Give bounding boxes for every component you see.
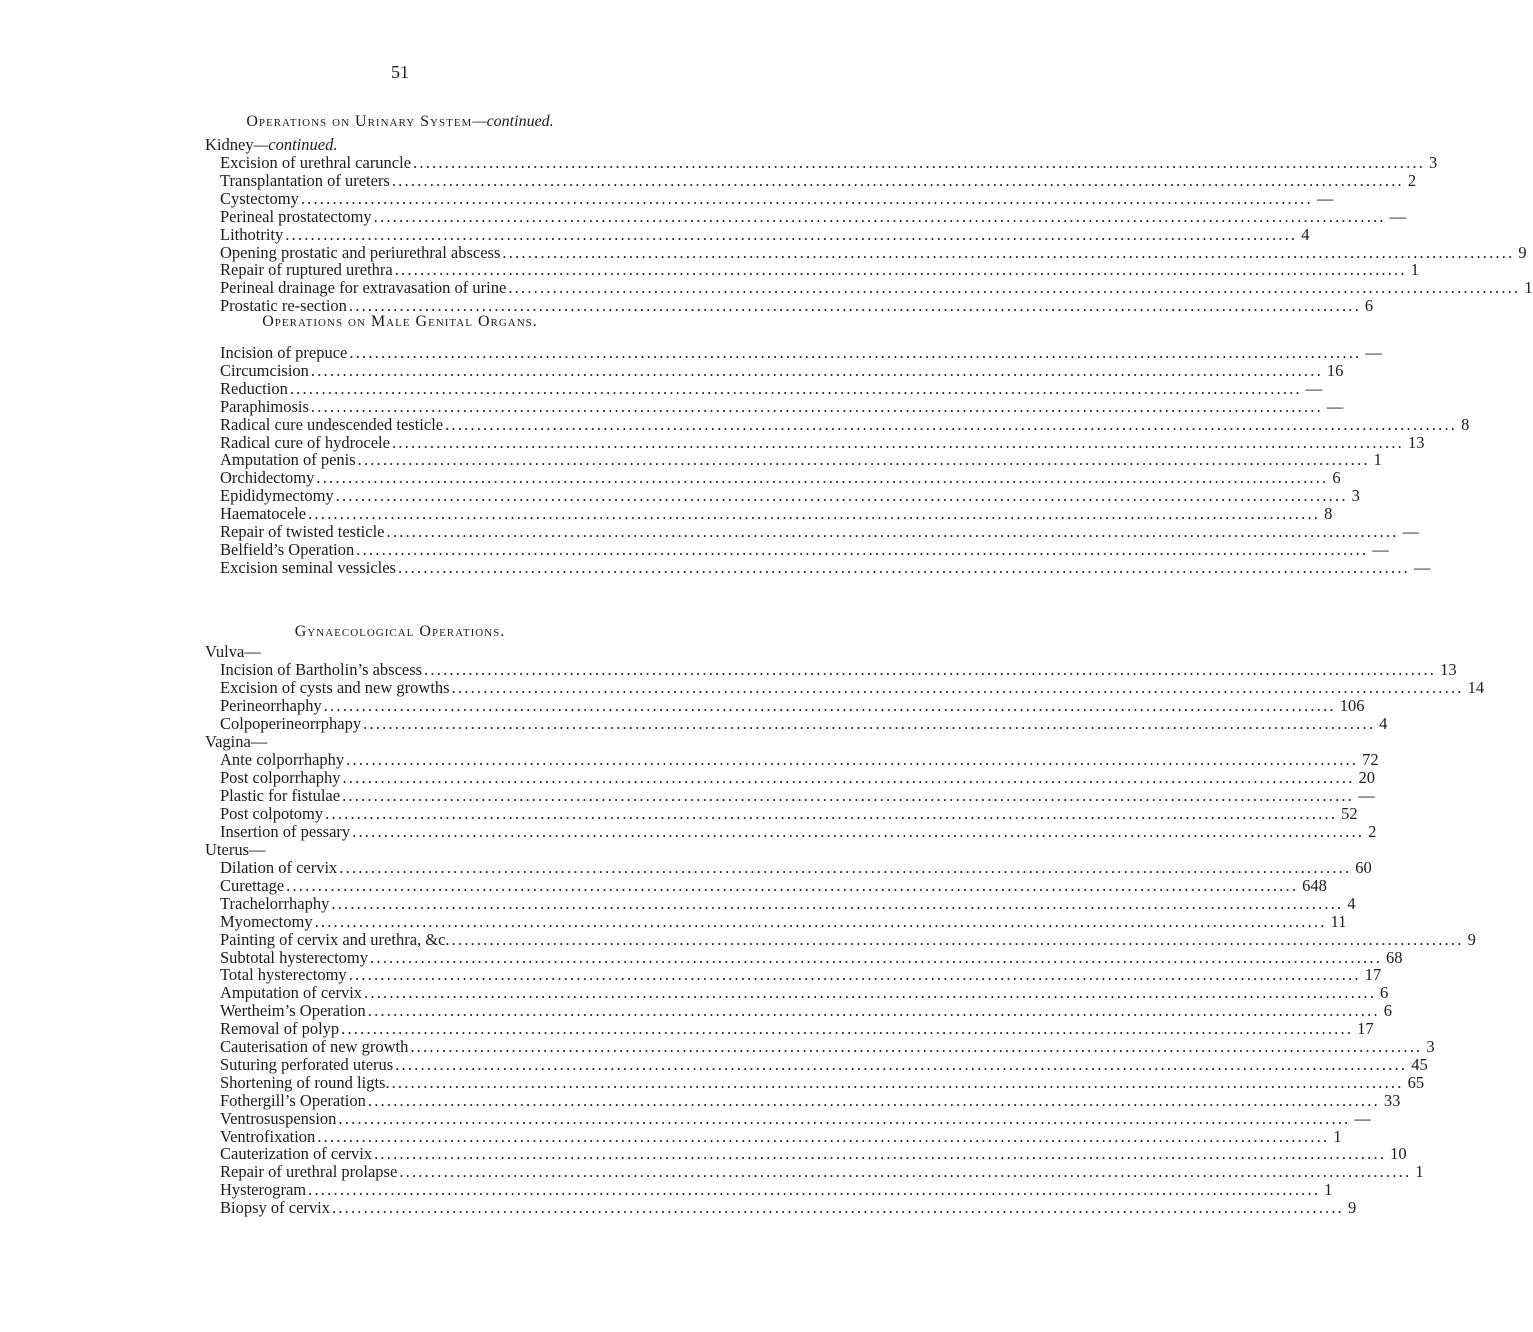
operation-count: 14 — [1467, 677, 1485, 697]
dot-leader: ................................................................................................................................................................ — [308, 504, 1321, 524]
operation-row — [220, 242, 1527, 262]
dot-leader: ................................................................................................................................................................ — [300, 188, 1313, 208]
operation-row — [220, 1198, 1357, 1218]
dot-leader: ................................................................................................................................................................ — [373, 206, 1386, 226]
operation-row — [220, 875, 1327, 895]
operation-name: Lithotrity — [220, 224, 284, 244]
operation-row — [220, 432, 1425, 452]
operation-row — [220, 278, 1533, 298]
operation-row — [220, 767, 1376, 787]
operation-name: Biopsy of cervix — [220, 1198, 330, 1218]
dot-leader: ................................................................................................................................................................ — [346, 750, 1359, 769]
operation-count: 13 — [1407, 432, 1425, 452]
dot-leader: ................................................................................................................................................................ — [356, 539, 1369, 559]
operation-name: Cauterisation of new growth — [220, 1037, 409, 1056]
operation-count: — — [1326, 396, 1344, 416]
operation-name: Painting of cervix and urethra, &c. — [220, 929, 450, 949]
operation-name: Fothergill’s Operation — [220, 1090, 366, 1110]
operation-name: Cauterization of cervix — [220, 1144, 373, 1164]
group-label-vulva: Vulva— — [205, 642, 261, 661]
page-number: 51 — [391, 62, 409, 82]
operation-row — [220, 188, 1334, 208]
group-label-uterus: Uterus— — [205, 840, 266, 859]
operation-name: Cystectomy — [220, 188, 299, 208]
dot-leader: ................................................................................................................................................................ — [310, 360, 1323, 380]
operation-name: Ventrosuspension — [220, 1108, 337, 1128]
operation-count: 20 — [1358, 767, 1376, 787]
operation-count: — — [1358, 785, 1375, 805]
operation-name: Wertheim’s Operation — [220, 1001, 366, 1021]
dot-leader: ................................................................................................................................................................ — [399, 1162, 1412, 1182]
operation-row — [220, 750, 1379, 769]
dot-leader: ................................................................................................................................................................ — [314, 911, 1327, 931]
operation-row — [220, 539, 1389, 559]
dot-leader: ................................................................................................................................................................ — [370, 947, 1383, 967]
operation-count: 8 — [1324, 504, 1333, 524]
operation-name: Radical cure of hydrocele — [220, 432, 390, 452]
operation-count: 2 — [1407, 170, 1417, 190]
section-heading-male-genital: Operations on Male Genital Organs. — [262, 313, 538, 330]
operation-row — [220, 170, 1417, 190]
dot-leader: ................................................................................................................................................................ — [410, 1037, 1423, 1056]
operation-row — [220, 396, 1344, 416]
operation-name: Haematocele — [220, 504, 307, 524]
operation-name: Subtotal hysterectomy — [220, 947, 369, 967]
operation-name: Amputation of cervix — [220, 983, 363, 1003]
operation-count: 68 — [1386, 947, 1403, 967]
operation-name: Post colporrhaphy — [220, 767, 341, 787]
operation-name: Transplantation of ureters — [220, 170, 390, 190]
operation-row — [220, 1019, 1374, 1039]
operation-name: Repair of twisted testicle — [220, 522, 385, 541]
operation-name: Incision of prepuce — [220, 343, 348, 362]
operation-row — [220, 858, 1372, 877]
dot-leader: ................................................................................................................................................................ — [413, 153, 1426, 172]
dot-leader: ................................................................................................................................................................ — [374, 1144, 1387, 1164]
dot-leader: ................................................................................................................................................................ — [348, 296, 1361, 316]
operation-name: Amputation of penis — [220, 450, 356, 470]
group-label-vagina: Vagina— — [205, 732, 268, 751]
operation-name: Insertion of pessary — [220, 821, 351, 841]
operation-row — [220, 522, 1419, 541]
dot-leader: ................................................................................................................................................................ — [502, 242, 1515, 262]
dot-leader: ................................................................................................................................................................ — [331, 893, 1344, 913]
operation-row — [220, 1144, 1407, 1164]
operation-row — [220, 378, 1323, 398]
operation-row — [220, 414, 1470, 434]
operation-name: Post colpotomy — [220, 803, 324, 823]
operation-name: Removal of polyp — [220, 1019, 340, 1039]
operation-row — [220, 893, 1356, 913]
operation-name: Ante colporrhaphy — [220, 750, 345, 769]
operation-row — [220, 1001, 1393, 1021]
operation-row — [220, 260, 1419, 280]
dot-leader: ................................................................................................................................................................ — [339, 858, 1352, 877]
dot-leader: ................................................................................................................................................................ — [323, 695, 1336, 715]
dot-leader: ................................................................................................................................................................ — [352, 821, 1365, 841]
operation-count: 8 — [1461, 414, 1470, 434]
dot-leader: ................................................................................................................................................................ — [508, 278, 1521, 298]
dot-leader: ................................................................................................................................................................ — [341, 1019, 1354, 1039]
heading-continued-text: —continued. — [472, 113, 554, 130]
dot-leader: ................................................................................................................................................................ — [348, 965, 1361, 985]
operation-name: Circumcision — [220, 360, 309, 380]
operation-count: 1 — [1415, 1162, 1424, 1182]
operation-row — [220, 947, 1403, 967]
operation-name: Excision of cysts and new growths — [220, 677, 450, 697]
group-continued: —continued. — [253, 135, 338, 154]
operation-name: Shortening of round ligts. — [220, 1072, 390, 1092]
operation-count: 4 — [1347, 893, 1356, 913]
operation-row — [220, 504, 1333, 524]
operation-row — [220, 450, 1382, 470]
operation-name: Reduction — [220, 378, 288, 398]
operation-count: 11 — [1330, 911, 1347, 931]
dot-leader: ................................................................................................................................................................ — [367, 1001, 1380, 1021]
operation-name: Repair of ruptured urethra — [220, 260, 393, 280]
operation-count: 1 — [1333, 1126, 1342, 1146]
operation-count: 60 — [1355, 858, 1372, 877]
dot-leader: ................................................................................................................................................................ — [397, 557, 1410, 577]
dot-leader: ................................................................................................................................................................ — [391, 432, 1404, 452]
dot-leader: ................................................................................................................................................................ — [308, 1180, 1321, 1200]
operation-count: 52 — [1341, 803, 1358, 823]
operation-count: 6 — [1380, 983, 1389, 1003]
operation-name: Paraphimosis — [220, 396, 309, 416]
operation-row — [220, 1054, 1428, 1074]
operation-count: — — [1365, 343, 1382, 362]
operation-row — [220, 486, 1360, 506]
operation-name: Suturing perforated uterus — [220, 1054, 394, 1074]
operation-row — [220, 929, 1476, 949]
operation-count: 45 — [1411, 1054, 1428, 1074]
operation-count: 65 — [1407, 1072, 1425, 1092]
dot-leader: ................................................................................................................................................................ — [367, 1090, 1380, 1110]
operation-name: Perineal prostatectomy — [220, 206, 372, 226]
operation-row — [220, 713, 1388, 733]
dot-leader: ................................................................................................................................................................ — [286, 875, 1299, 895]
operation-count: — — [1413, 557, 1431, 577]
operation-name: Excision seminal vessicles — [220, 557, 396, 577]
operation-row — [220, 983, 1389, 1003]
operation-count: 72 — [1362, 750, 1379, 769]
operation-row — [220, 660, 1457, 679]
operation-count: 4 — [1301, 224, 1310, 244]
operation-count: 1 — [1524, 278, 1533, 298]
operation-name: Belfield’s Operation — [220, 539, 355, 559]
operation-count: — — [1389, 206, 1407, 226]
operation-name: Repair of urethral prolapse — [220, 1162, 398, 1182]
operation-name: Trachelorrhaphy — [220, 893, 330, 913]
operation-count: — — [1316, 188, 1334, 208]
operation-count: 33 — [1383, 1090, 1401, 1110]
operation-name: Opening prostatic and periurethral abscess — [220, 242, 501, 262]
operation-row — [220, 1162, 1424, 1182]
operation-row — [220, 360, 1344, 380]
operation-row — [220, 1037, 1435, 1056]
dot-leader: ................................................................................................................................................................ — [386, 522, 1399, 541]
dot-leader: ................................................................................................................................................................ — [394, 260, 1407, 280]
operation-name: Orchidectomy — [220, 468, 315, 488]
dot-leader: ................................................................................................................................................................ — [391, 170, 1404, 190]
dot-leader: ................................................................................................................................................................ — [451, 677, 1464, 697]
operation-row — [220, 821, 1377, 841]
dot-leader: ................................................................................................................................................................ — [364, 983, 1377, 1003]
operation-count: 6 — [1364, 296, 1374, 316]
operation-count: 1 — [1373, 450, 1382, 470]
operation-name: Radical cure undescended testicle — [220, 414, 444, 434]
operation-name: Total hysterectomy — [220, 965, 347, 985]
heading-main-text: Operations on Urinary System — [246, 113, 473, 130]
operation-count: 9 — [1347, 1198, 1357, 1218]
dot-leader: ................................................................................................................................................................ — [363, 713, 1376, 733]
operation-count: — — [1372, 539, 1389, 559]
dot-leader: ................................................................................................................................................................ — [395, 1054, 1408, 1074]
section-heading-gynaecological: Gynaecological Operations. — [294, 623, 506, 640]
operation-row — [220, 343, 1382, 362]
dot-leader: ................................................................................................................................................................ — [289, 378, 1302, 398]
operation-name: Epididymectomy — [220, 486, 334, 506]
dot-leader: ................................................................................................................................................................ — [342, 767, 1355, 787]
operation-name: Curettage — [220, 875, 285, 895]
section-heading-urinary — [0, 113, 800, 131]
dot-leader: ................................................................................................................................................................ — [451, 929, 1464, 949]
operation-name: Perineorrhaphy — [220, 695, 322, 715]
dot-leader: ................................................................................................................................................................ — [331, 1198, 1344, 1218]
operation-row — [220, 695, 1365, 715]
dot-leader: ................................................................................................................................................................ — [310, 396, 1323, 416]
operation-count: 6 — [1332, 468, 1341, 488]
operation-count: 2 — [1368, 821, 1377, 841]
operation-row — [220, 1090, 1401, 1110]
operation-row — [220, 677, 1485, 697]
operation-count: — — [1305, 378, 1323, 398]
operation-name: Incision of Bartholin’s abscess — [220, 660, 423, 679]
operation-row — [220, 468, 1341, 488]
operation-name: Colpoperineorrphapy — [220, 713, 362, 733]
operation-count: 1 — [1324, 1180, 1333, 1200]
operation-name: Myomectomy — [220, 911, 313, 931]
dot-leader: ................................................................................................................................................................ — [316, 468, 1329, 488]
group-label-kidney — [205, 136, 337, 154]
operation-row — [220, 1180, 1333, 1200]
operation-row — [220, 1072, 1425, 1092]
operation-row — [220, 803, 1358, 823]
operation-count: 3 — [1429, 153, 1438, 172]
operation-name: Hysterogram — [220, 1180, 307, 1200]
operation-row — [220, 965, 1382, 985]
operation-count: 16 — [1326, 360, 1344, 380]
operation-name: Prostatic re-section — [220, 296, 347, 316]
operation-count: 6 — [1383, 1001, 1393, 1021]
operation-count: 3 — [1351, 486, 1360, 506]
dot-leader: ................................................................................................................................................................ — [338, 1108, 1351, 1128]
operation-name: Excision of urethral caruncle — [220, 153, 412, 172]
operation-count: 17 — [1364, 965, 1382, 985]
operation-count: 1 — [1410, 260, 1419, 280]
operation-count: — — [1402, 522, 1419, 541]
dot-leader: ................................................................................................................................................................ — [357, 450, 1370, 470]
operation-count: 10 — [1390, 1144, 1407, 1164]
operation-count: 648 — [1302, 875, 1327, 895]
dot-leader: ................................................................................................................................................................ — [342, 785, 1355, 805]
operation-name: Plastic for fistulae — [220, 785, 341, 805]
operation-name: Ventrofixation — [220, 1126, 316, 1146]
operation-row — [220, 911, 1347, 931]
dot-leader: ................................................................................................................................................................ — [424, 660, 1437, 679]
operation-row — [220, 206, 1407, 226]
operation-row — [220, 224, 1310, 244]
operation-count: 17 — [1357, 1019, 1374, 1039]
operation-row — [220, 785, 1375, 805]
operation-count: — — [1354, 1108, 1371, 1128]
dot-leader: ................................................................................................................................................................ — [317, 1126, 1330, 1146]
operation-count: 3 — [1426, 1037, 1435, 1056]
dot-leader: ................................................................................................................................................................ — [445, 414, 1458, 434]
dot-leader: ................................................................................................................................................................ — [335, 486, 1348, 506]
operation-count: 9 — [1467, 929, 1476, 949]
operation-row — [220, 1126, 1342, 1146]
operation-count: 106 — [1339, 695, 1365, 715]
operation-name: Dilation of cervix — [220, 858, 338, 877]
operation-count: 4 — [1379, 713, 1388, 733]
dot-leader: ................................................................................................................................................................ — [349, 343, 1362, 362]
operation-row — [220, 557, 1431, 577]
operation-count: 13 — [1440, 660, 1457, 679]
operation-row — [220, 153, 1438, 172]
dot-leader: ................................................................................................................................................................ — [391, 1072, 1404, 1092]
operation-name: Perineal drainage for extravasation of urine — [220, 278, 507, 298]
group-name: Kidney — [205, 135, 254, 154]
operation-count: 9 — [1518, 242, 1527, 262]
dot-leader: ................................................................................................................................................................ — [285, 224, 1298, 244]
operation-row — [220, 1108, 1371, 1128]
dot-leader: ................................................................................................................................................................ — [325, 803, 1338, 823]
